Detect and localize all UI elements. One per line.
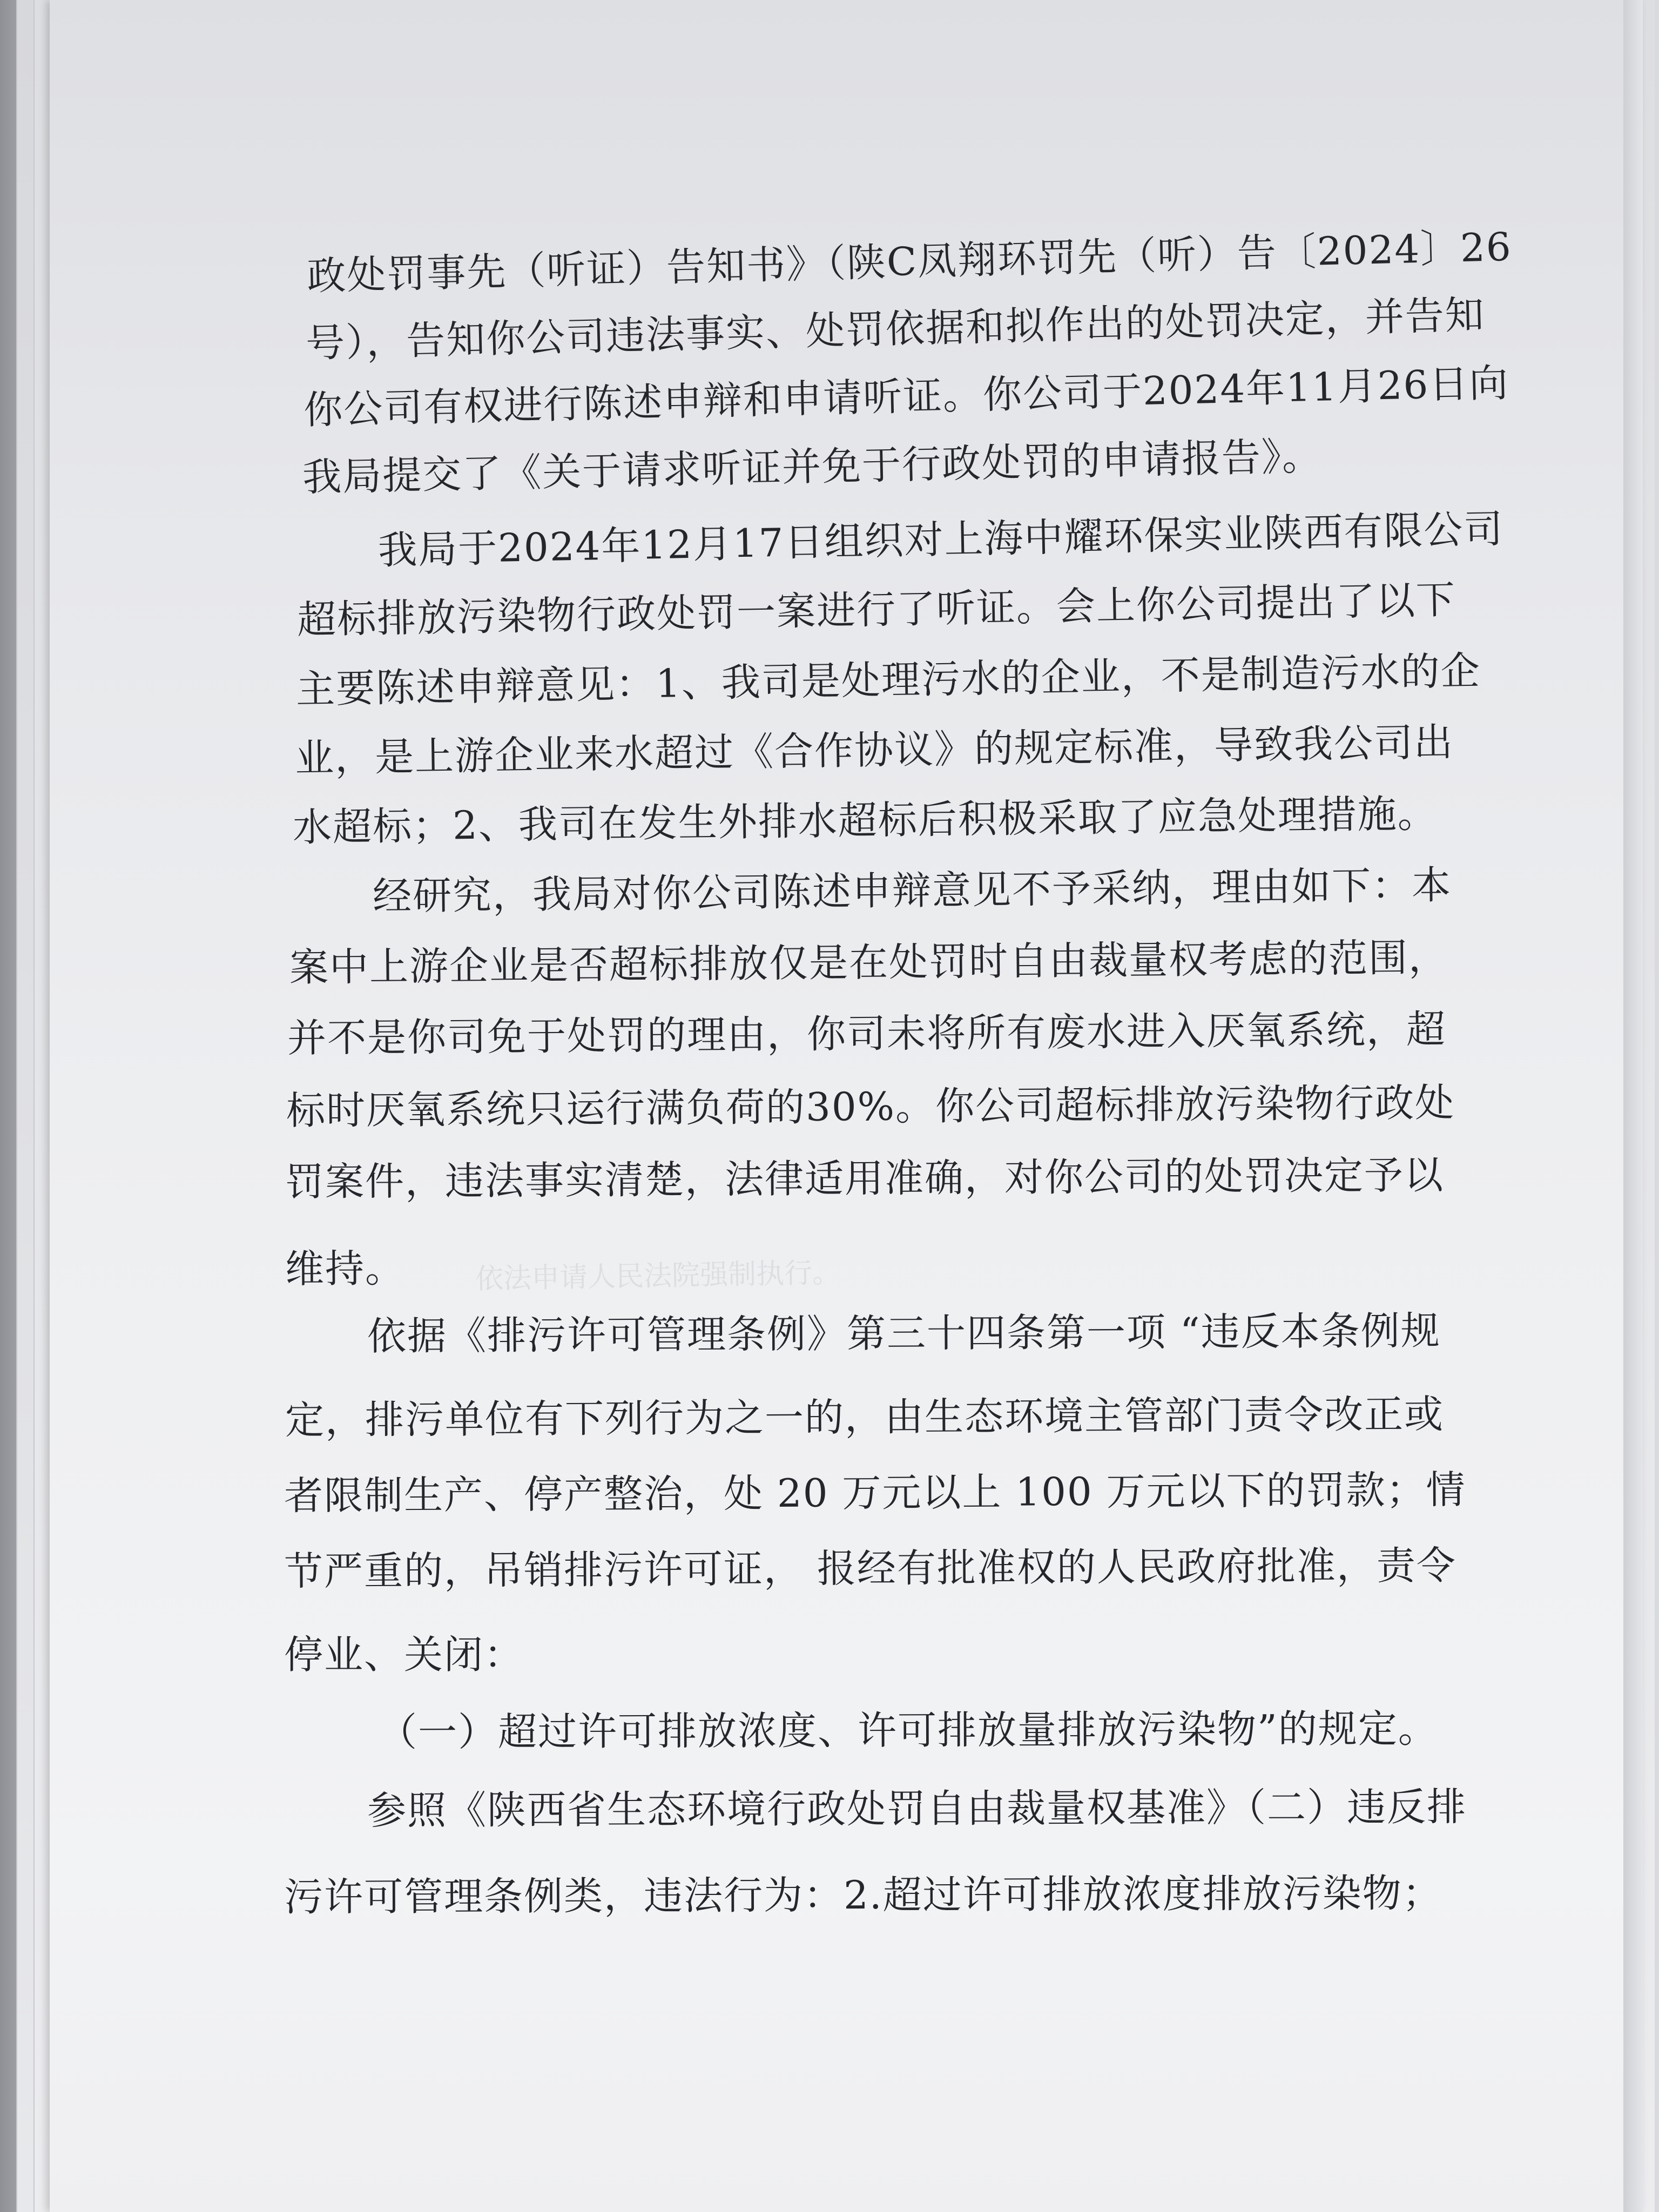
text-line: 定，排污单位有下列行为之一的，由生态环境主管部门责令改正或 — [285, 1391, 1445, 1443]
text-line: 参照《陕西省生态环境行政处罚自由裁量权基准》（二）违反排 — [367, 1784, 1467, 1833]
text-line: 超标排放污染物行政处罚一案进行了听证。会上你公司提出了以下 — [296, 577, 1456, 643]
text-line: 污许可管理条例类，违法行为：2.超过许可排放浓度排放污染物； — [284, 1870, 1442, 1920]
text-line: 我局提交了《关于请求听证并免于行政处罚的申请报告》。 — [302, 433, 1323, 500]
text-line: 你公司有权进行陈述申辩和申请听证。你公司于2024年11月26日向 — [303, 360, 1510, 433]
text-line: 我局于2024年12月17日组织对上海中耀环保实业陕西有限公司 — [377, 505, 1505, 574]
text-line: 主要陈述申辩意见：1、我司是处理污水的企业，不是制造污水的企 — [295, 648, 1481, 712]
text-line: 案中上游企业是否超标排放仅是在处罚时自由裁量权考虑的范围， — [289, 934, 1449, 990]
text-line: 并不是你司免于处罚的理由，你司未将所有废水进入厌氧系统，超 — [287, 1006, 1447, 1061]
text-line: 业，是上游企业来水超过《合作协议》的规定标准，导致我公司出 — [294, 719, 1454, 781]
text-line: 政处罚事先（听证）告知书》（陕C凤翔环罚先（听）告〔2024〕26 — [306, 224, 1513, 299]
text-line: 水超标；2、我司在发生外排水超标后积极采取了应急处理措施。 — [292, 791, 1438, 850]
text-line: 维持。 — [285, 1245, 406, 1292]
text-line: 节严重的，吊销排污许可证， 报经有批准权的人民政府批准，责令 — [284, 1542, 1457, 1594]
text-line: 经研究，我局对你公司陈述申辩意见不予采纳，理由如下：本 — [372, 862, 1452, 919]
show-through-text: 依法申请人民法院强制执行。 — [475, 1257, 841, 1296]
text-line: 者限制生产、停产整治，处 20 万元以上 100 万元以下的罚款；情 — [284, 1467, 1466, 1519]
text-line: 罚案件，违法事实清楚，法律适用准确，对你公司的处罚决定予以 — [285, 1152, 1445, 1205]
text-line: （一）超过许可排放浓度、许可排放量排放污染物”的规定。 — [377, 1705, 1438, 1755]
text-line: 依据《排污许可管理条例》第三十四条第一项 “违反本条例规 — [367, 1307, 1441, 1359]
text-line: 号），告知你公司违法事实、处罚依据和拟作出的处罚决定，并告知 — [305, 292, 1486, 366]
text-line: 标时厌氧系统只运行满负荷的30%。你公司超标排放污染物行政处 — [286, 1080, 1455, 1134]
text-line: 停业、关闭： — [284, 1632, 524, 1677]
